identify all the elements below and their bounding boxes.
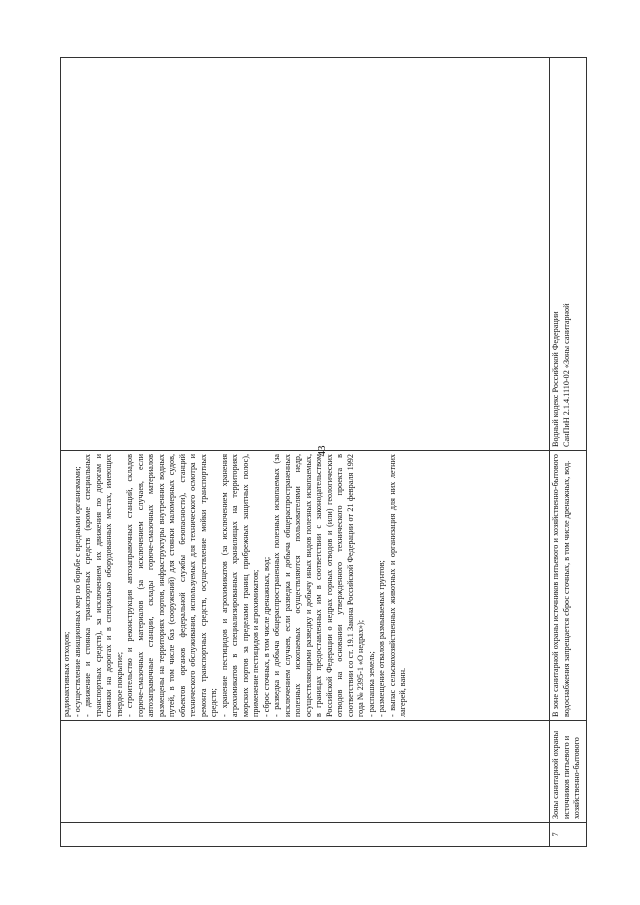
table-row [61, 58, 550, 847]
restriction-item: - сброс сточных, в том числе дренажных, вод; [261, 556, 271, 717]
restriction-item: радиоактивных отходов; [62, 631, 71, 717]
table-row [550, 58, 587, 847]
restriction-item: - разведка и добыча общераспространенных полезных ископаемых (за исключением случаев, если разведка и добыча общераспространенных полезных ископаемых осуществляются пользователями недр, осуществляющими разведку и добычу иных видов полезных ископаемых, в границах предоставленных им в соответствии с законодательством Российской Федерации о недрах горных отводов и (или) геологических отводов на основании утвержденного технического проекта в соответствии со ст. 19.1 Закона Российской Федерации от 21 февраля 1992 года № 2395-1 «О недрах»); [272, 454, 365, 717]
page-number: 43 [316, 445, 328, 457]
legal-basis-line: СанПиН 2.1.4.1110-02 «Зоны санитарной [561, 303, 571, 447]
restrictions-cell [61, 451, 550, 721]
legal-basis-cell [61, 58, 550, 451]
restriction-item: - строительство и реконструкция автозаправочных станций, складов горюче-смазочных материалов (за исключением случаев, если автозаправочные станции, склады горюче-смазочных материалов размещены на территориях портов, инфраструктуры внутренних водных путей, в том числе баз (сооружений) для стоянки маломерных судов, объектов органов федеральной службы безопасности), станций технического обслуживания, используемых для технического осмотра и ремонта транспортных средств, осуществление мойки транспортных средств; [125, 454, 218, 717]
restrictions-cell [550, 451, 587, 721]
restriction-item: - распашка земель; [366, 651, 376, 717]
restriction-item: - размещение отвалов размываемых грунтов; [377, 560, 386, 717]
rotated-page-content [60, 57, 580, 847]
row-number-cell [61, 823, 550, 847]
zone-name-text: Зоны санитарной охраны источников питьевого и хозяйственно-бытового [551, 730, 581, 819]
restrictions-table [60, 57, 587, 847]
zone-name-cell [550, 721, 587, 823]
legal-basis-line: Водный кодекс Российской Федерации [551, 311, 560, 447]
row-number-cell: 7 [550, 823, 587, 847]
zone-name-cell [61, 721, 550, 823]
restriction-text: В зоне санитарной охраны источников питьевого и хозяйственно-бытового водоснабжения запрещается сброс сточных, в том числе дренажных, вод. [551, 454, 571, 717]
legal-basis-cell [550, 58, 587, 451]
restriction-item: - осуществление авиационных мер по борьбе с вредными организмами; [72, 466, 82, 717]
restriction-item: - хранение пестицидов и агрохимикатов (за исключением хранения агрохимикатов в специализированных хранилищах на территориях морских портов за пределами границ прибрежных защитных полос), применение пестицидов и агрохимикатов; [219, 454, 260, 717]
restriction-item: - выпас сельскохозяйственных животных и организация для них летних лагерей, ванн. [387, 454, 407, 717]
restriction-item: - движение и стоянка транспортных средств (кроме специальных транспортных средств), за исключением их движения по дорогам и стоянки на дорогах и в специально оборудованных местах, имеющих твердое покрытие; [83, 454, 124, 717]
